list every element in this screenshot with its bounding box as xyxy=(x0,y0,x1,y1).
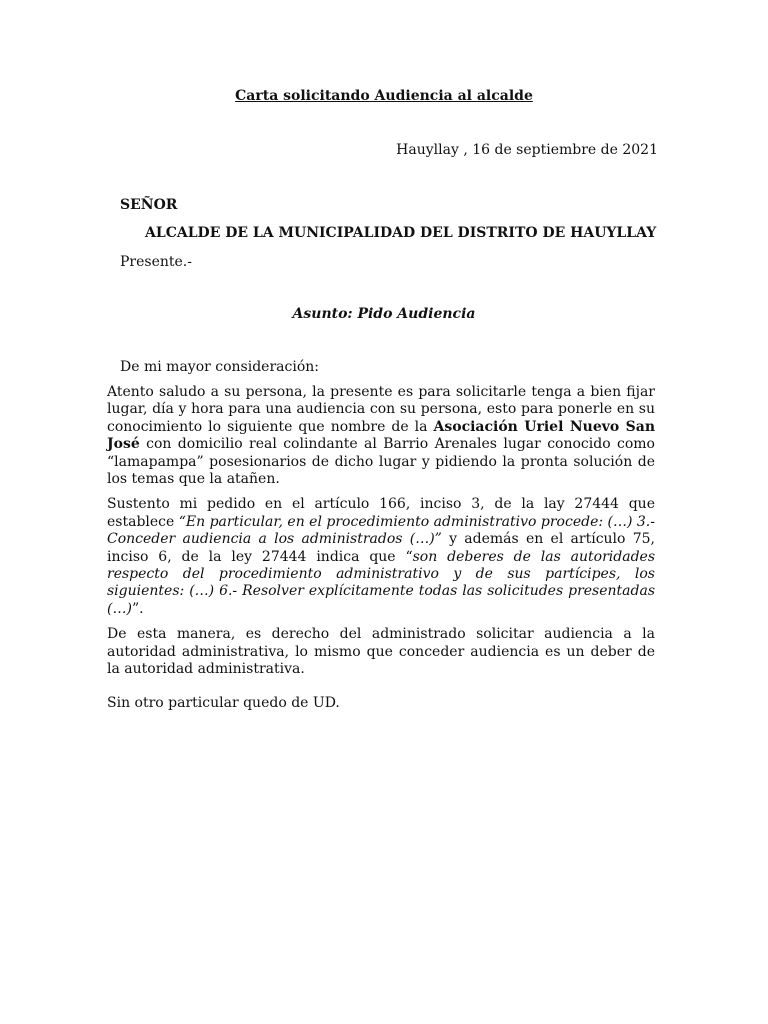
paragraph-1-text-before: Atento saludo a su persona, la presente es para solicitarle tenga a bien fijar lugar, día y hora para una audiencia con su persona, esto para ponerle en su conocimiento lo siguiente que nombre de la xyxy=(107,384,655,435)
date-line: Hauyllay , 16 de septiembre de 2021 xyxy=(396,142,658,158)
letter-body xyxy=(107,384,655,687)
paragraph-1-text-after: con domicilio real colindante al Barrio Arenales lugar conocido como “lamapampa” posesionarios de dicho lugar y pidiendo la pronta solución de los temas que la atañen. xyxy=(107,436,655,488)
body-paragraph-1 xyxy=(107,384,655,488)
presente-line: Presente.- xyxy=(120,254,192,270)
closing-line: Sin otro particular quedo de UD. xyxy=(107,695,340,711)
paragraph-2-text-3: ”. xyxy=(131,600,144,617)
paragraph-2-text-2: y además en el artículo 75, inciso 6, de la ley 27444 indica que “ xyxy=(107,531,655,565)
greeting-line: De mi mayor consideración: xyxy=(120,359,319,375)
paragraph-2-text-1: Sustento mi pedido en el artículo 166, inciso 3, de la lay 27444 que establece xyxy=(107,496,655,530)
paragraph-2-quote-1: “En particular, en el procedimiento administrativo procede: (…) 3.- Conceder audiencia a los administrados (…)” xyxy=(107,513,655,548)
association-name: Asociación Uriel Nuevo San José xyxy=(107,418,655,453)
paragraph-2-quote-2: son deberes de las autoridades respecto del procedimiento administrativo y de sus partícipes, los siguientes: (…) 6.- Resolver explícitamente todas las solicitudes presentadas (…) xyxy=(107,548,655,617)
body-paragraph-2 xyxy=(107,496,655,618)
body-paragraph-3: De esta manera, es derecho del administrado solicitar audiencia a la autoridad administrativa, lo mismo que conceder audiencia es un deber de la autoridad administrativa. xyxy=(107,626,655,678)
subject-line: Asunto: Pido Audiencia xyxy=(292,306,476,322)
recipient-title: ALCALDE DE LA MUNICIPALIDAD DEL DISTRITO DE HAUYLLAY xyxy=(145,225,657,241)
recipient-salutation: SEÑOR xyxy=(120,197,178,213)
letter-title: Carta solicitando Audiencia al alcalde xyxy=(235,88,533,104)
